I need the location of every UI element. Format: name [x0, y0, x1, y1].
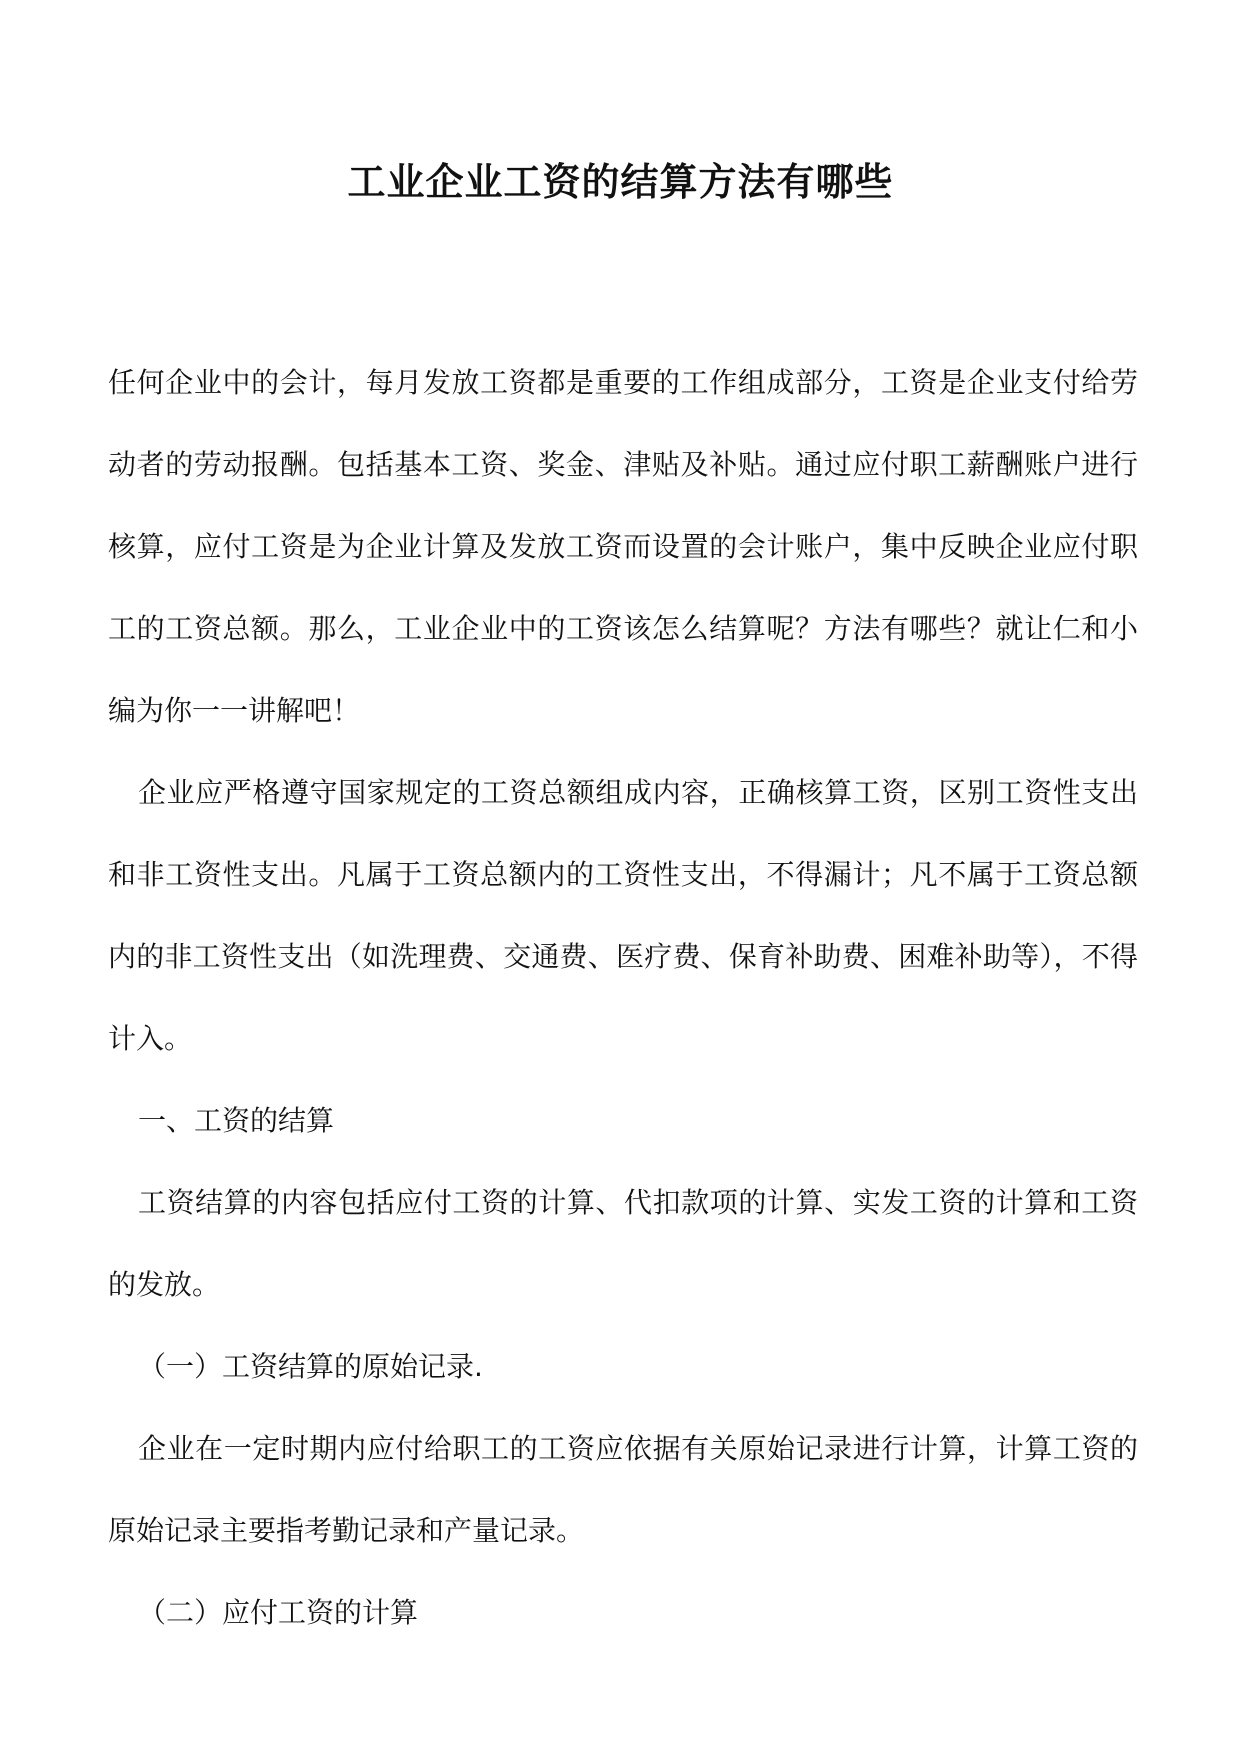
page-title: 工业企业工资的结算方法有哪些 [347, 159, 894, 204]
paragraph-settlement-content: 工资结算的内容包括应付工资的计算、代扣款项的计算、实发工资的计算和工资的发放。 [108, 1186, 1138, 1301]
subsection-heading-original-records: （一）工资结算的原始记录. [138, 1350, 483, 1383]
section-heading-wage-settlement: 一、工资的结算 [138, 1104, 335, 1137]
subsection-heading-payable-wage: （二）应付工资的计算 [138, 1596, 419, 1629]
paragraph-wage-scope: 企业应严格遵守国家规定的工资总额组成内容，正确核算工资，区别工资性支出和非工资性支出。凡属于工资总额内的工资性支出，不得漏计；凡不属于工资总额内的非工资性支出（如洗理费、交通费、医疗费、保育补助费、困难补助等），不得计入。 [108, 776, 1138, 1055]
paragraph-original-records: 企业在一定时期内应付给职工的工资应依据有关原始记录进行计算，计算工资的原始记录主要指考勤记录和产量记录。 [108, 1432, 1138, 1547]
paragraph-intro: 任何企业中的会计，每月发放工资都是重要的工作组成部分，工资是企业支付给劳动者的劳动报酬。包括基本工资、奖金、津贴及补贴。通过应付职工薪酬账户进行核算，应付工资是为企业计算及发放工资而设置的会计账户，集中反映企业应付职工的工资总额。那么，工业企业中的工资该怎么结算呢？方法有哪些？就让仁和小编为你一一讲解吧！ [108, 366, 1138, 727]
document-body [108, 342, 1138, 1654]
